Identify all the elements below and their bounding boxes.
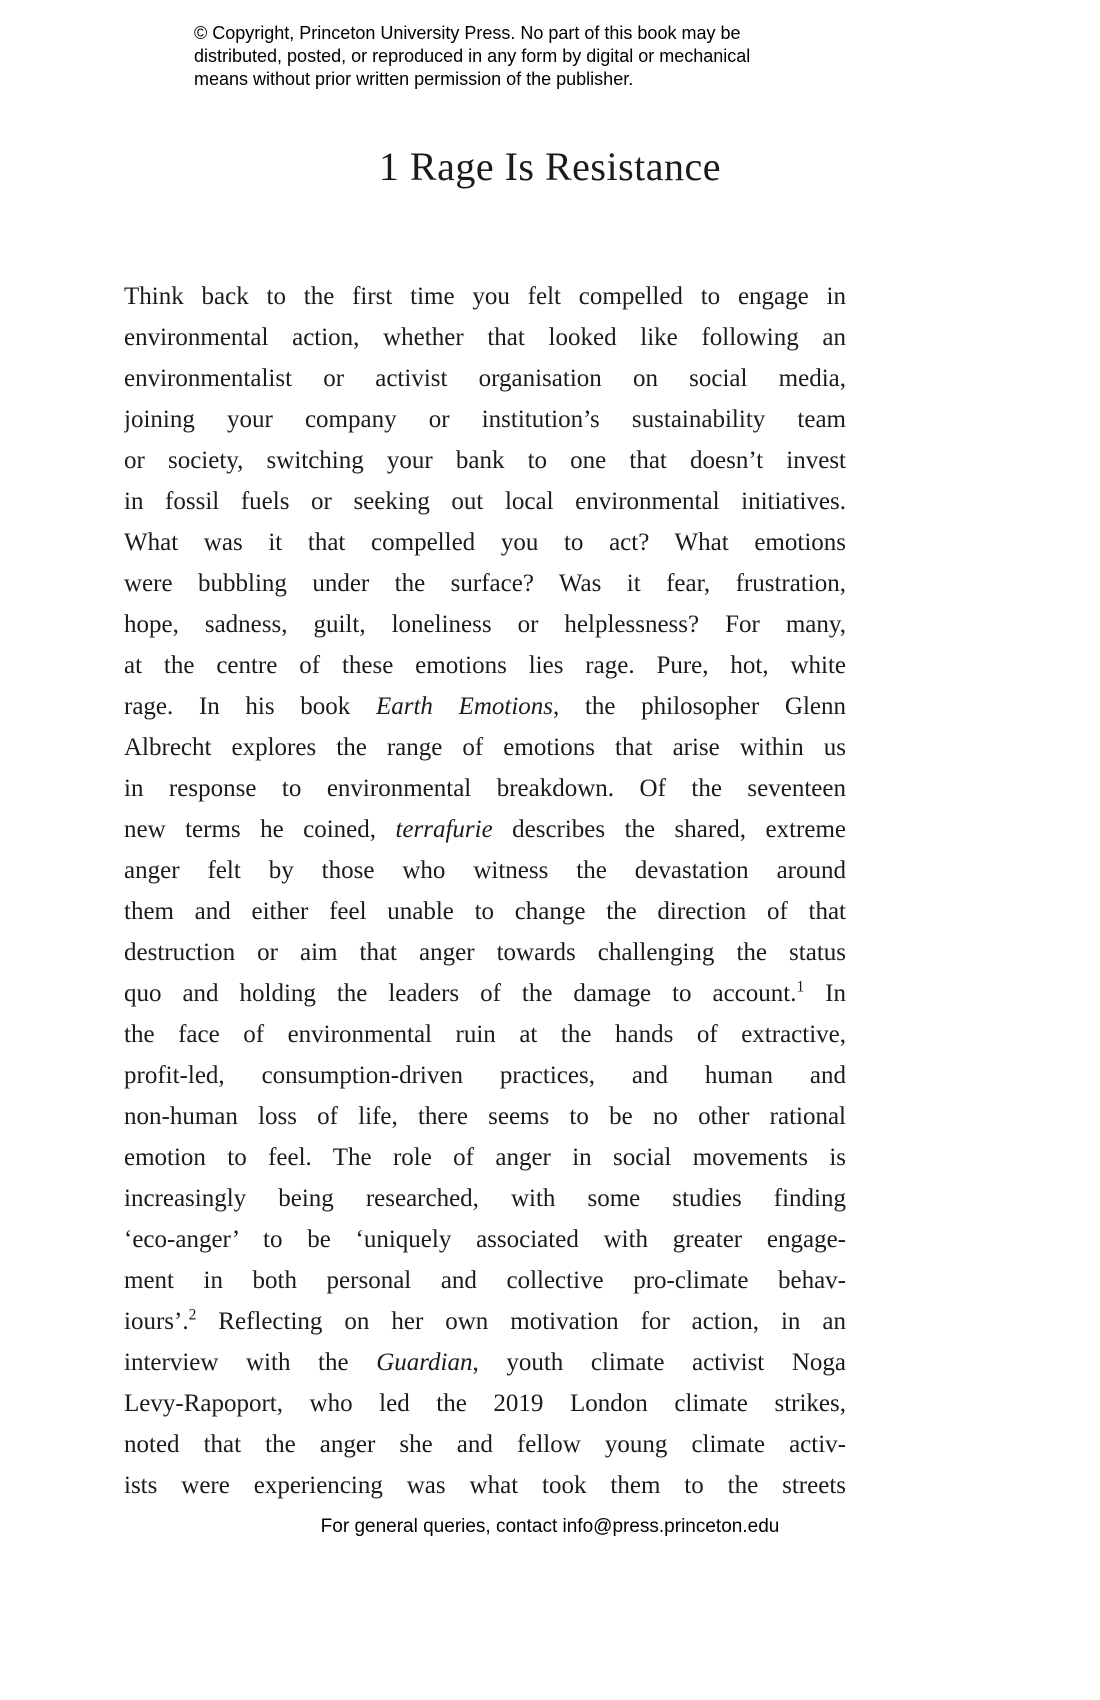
- body-line: [124, 1424, 846, 1465]
- body-line: [124, 358, 846, 399]
- body-text-run: profit-led, consumption-driven practices, and human and: [124, 1062, 846, 1089]
- copyright-notice: [194, 22, 874, 91]
- body-line: [124, 891, 846, 932]
- body-text-run: joining your company or institution’s sustainability team: [124, 406, 846, 433]
- body-text-run: rage. In his book: [124, 693, 376, 720]
- copyright-line: distributed, posted, or reproduced in any form by digital or mechanical: [194, 46, 751, 66]
- body-line: [124, 850, 846, 891]
- body-text-run: , the philosopher Glenn: [553, 693, 846, 720]
- copyright-line: © Copyright, Princeton University Press. No part of this book may be: [194, 23, 741, 43]
- body-text: [124, 276, 846, 1506]
- body-text-run: ists were experiencing was what took them to the streets: [124, 1472, 846, 1499]
- body-text-run: describes the shared, extreme: [492, 816, 846, 843]
- body-text-run: quo and holding the leaders of the damage to account.: [124, 980, 797, 1007]
- body-line: [124, 809, 846, 850]
- body-text-run: in fossil fuels or seeking out local environmental initiatives.: [124, 488, 846, 515]
- body-line: [124, 522, 846, 563]
- body-text-run: In: [804, 980, 846, 1007]
- body-line: [124, 604, 846, 645]
- body-line: [124, 1055, 846, 1096]
- body-text-run: , youth climate activist Noga: [472, 1349, 846, 1376]
- body-text-run: increasingly being researched, with some studies finding: [124, 1185, 846, 1212]
- body-text-run: new terms he coined,: [124, 816, 396, 843]
- body-line: [124, 317, 846, 358]
- body-line: [124, 1137, 846, 1178]
- body-text-run: the face of environmental ruin at the hands of extractive,: [124, 1021, 846, 1048]
- body-text-run: environmental action, whether that looked like following an: [124, 324, 846, 351]
- body-line: [124, 563, 846, 604]
- body-text-run: destruction or aim that anger towards challenging the status: [124, 939, 846, 966]
- body-text-run: them and either feel unable to change the direction of that: [124, 898, 846, 925]
- body-line: [124, 1301, 846, 1342]
- body-line: [124, 1219, 846, 1260]
- body-line: [124, 1096, 846, 1137]
- body-line: [124, 1383, 846, 1424]
- body-line: [124, 276, 846, 317]
- italic-text: Earth Emotions: [375, 693, 554, 720]
- body-line: [124, 727, 846, 768]
- body-text-run: Reflecting on her own motivation for action, in an: [196, 1308, 846, 1335]
- body-text-run: ment in both personal and collective pro-climate behav-: [124, 1267, 846, 1294]
- body-text-run: were bubbling under the surface? Was it fear, frustration,: [124, 570, 846, 597]
- body-line: [124, 1260, 846, 1301]
- body-line: [124, 973, 846, 1014]
- copyright-line: means without prior written permission of the publisher.: [194, 69, 634, 89]
- body-line: [124, 440, 846, 481]
- body-line: [124, 481, 846, 522]
- body-text-run: hope, sadness, guilt, loneliness or helplessness? For many,: [124, 611, 846, 638]
- body-text-run: iours’.: [124, 1308, 189, 1335]
- body-text-run: in response to environmental breakdown. Of the seventeen: [124, 775, 846, 802]
- body-text-run: emotion to feel. The role of anger in social movements is: [124, 1144, 846, 1171]
- body-line: [124, 645, 846, 686]
- italic-text: Guardian: [376, 1349, 473, 1376]
- body-line: [124, 1178, 846, 1219]
- body-text-run: interview with the: [124, 1349, 377, 1376]
- body-line: [124, 768, 846, 809]
- body-text-run: environmentalist or activist organisation on social media,: [124, 365, 846, 392]
- body-text-run: or society, switching your bank to one that doesn’t invest: [124, 447, 846, 474]
- body-text-run: What was it that compelled you to act? What emotions: [124, 529, 846, 556]
- body-line: [124, 686, 846, 727]
- footnote-marker: 2: [188, 1306, 197, 1324]
- body-text-run: at the centre of these emotions lies rage. Pure, hot, white: [124, 652, 846, 679]
- body-text-run: noted that the anger she and fellow young climate activ-: [124, 1431, 846, 1458]
- body-text-run: Albrecht explores the range of emotions that arise within us: [124, 734, 846, 761]
- body-text-run: Think back to the first time you felt compelled to engage in: [124, 283, 846, 310]
- body-text-run: anger felt by those who witness the devastation around: [124, 857, 846, 884]
- italic-text: terrafurie: [395, 816, 493, 843]
- chapter-heading: 1 Rage Is Resistance: [378, 144, 722, 189]
- body-line: [124, 932, 846, 973]
- body-line: [124, 1465, 846, 1506]
- footnote-marker: 1: [796, 978, 805, 996]
- body-text-run: ‘eco-anger’ to be ‘uniquely associated with greater engage-: [124, 1226, 846, 1253]
- footer-text: For general queries, contact info@press.princeton.edu: [320, 1516, 780, 1537]
- body-line: [124, 1342, 846, 1383]
- body-text-run: Levy-Rapoport, who led the 2019 London climate strikes,: [124, 1390, 846, 1417]
- body-line: [124, 1014, 846, 1055]
- body-text-run: non-human loss of life, there seems to be no other rational: [124, 1103, 846, 1130]
- body-line: [124, 399, 846, 440]
